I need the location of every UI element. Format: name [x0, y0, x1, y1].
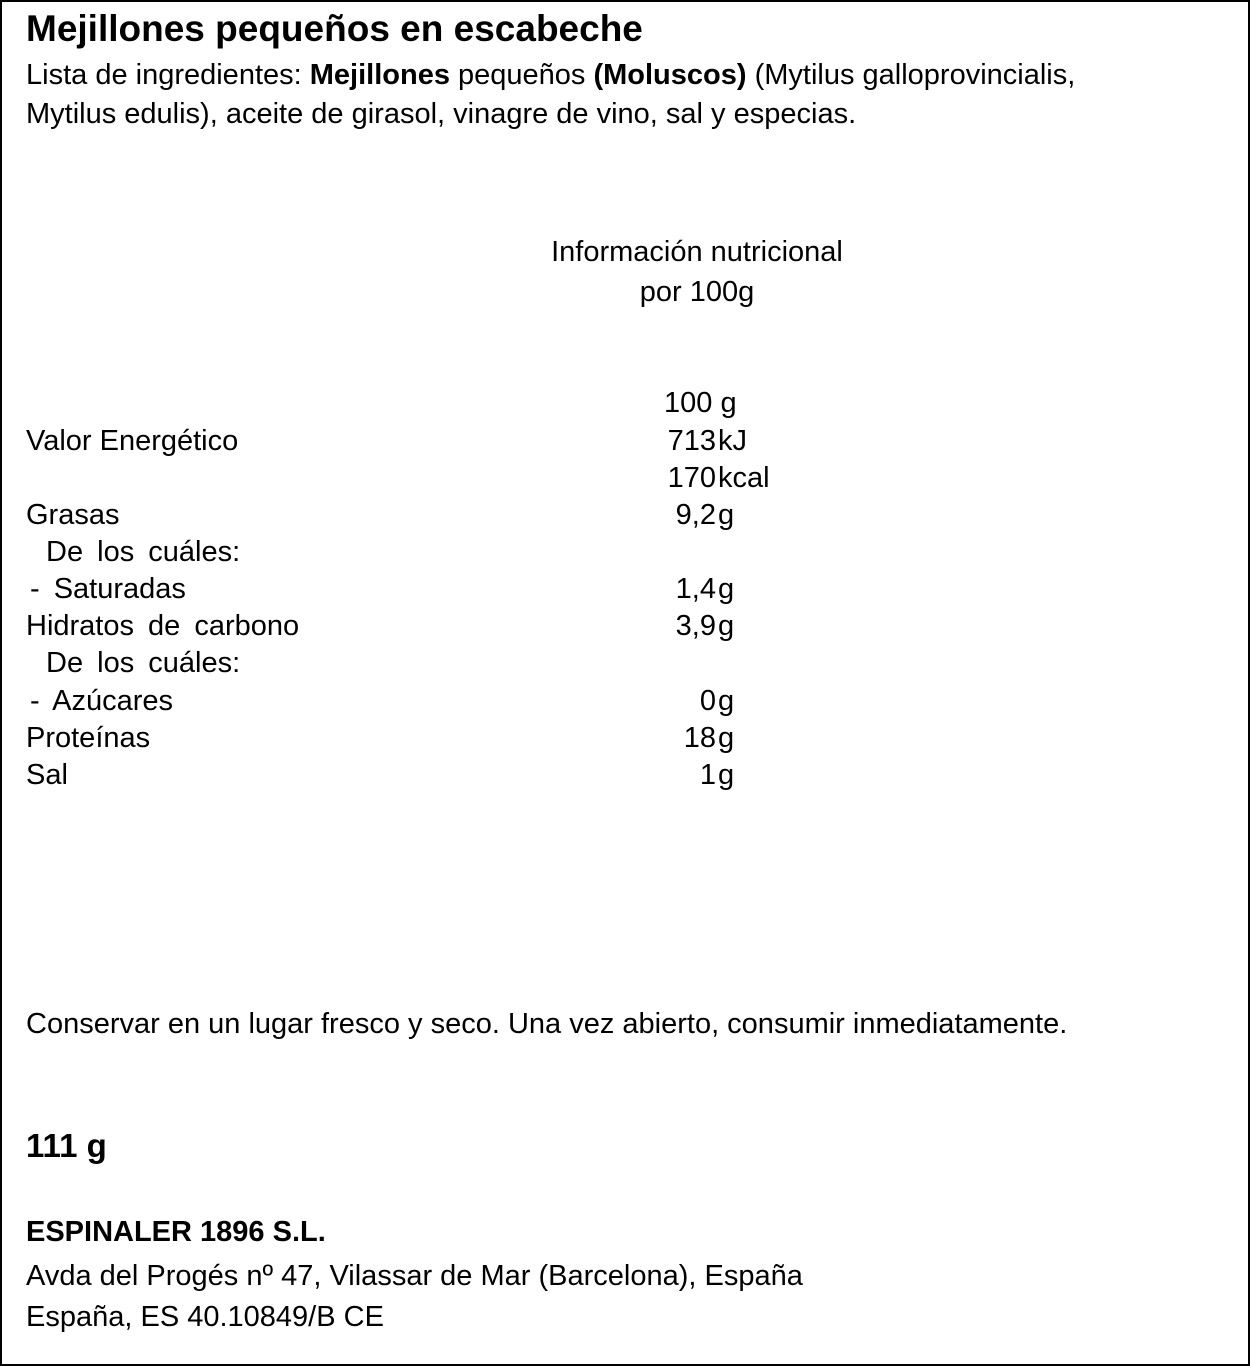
row-value-proteinas: 18 — [683, 722, 716, 754]
product-title: Mejillones pequeños en escabeche — [26, 8, 643, 49]
row-value-sal: 1 — [699, 759, 716, 791]
row-unit-saturadas: g — [718, 573, 735, 605]
nutrition-column-header: 100 g — [664, 387, 737, 419]
storage-instructions: Conservar en un lugar fresco y seco. Una vez abierto, consumir inmediatamente. — [26, 1008, 1068, 1040]
row-unit-grasas: g — [718, 499, 735, 531]
row-unit-proteinas: g — [718, 722, 735, 754]
ingredients-prefix: Lista de ingredientes: — [26, 59, 310, 91]
ingredients-text-2: (Mytilus galloprovincialis, Mytilus edulis), aceite de girasol, vinagre de vino, sal y especias. — [26, 59, 1076, 130]
row-label-saturadas: - Saturadas — [30, 573, 186, 605]
row-label-grasas: Grasas — [26, 499, 120, 531]
row-value-energia-kcal: 170 — [667, 462, 716, 494]
row-label-sal: Sal — [26, 759, 68, 791]
row-value-hidratos: 3,9 — [675, 610, 716, 642]
row-unit-energia-kcal: kcal — [718, 462, 770, 494]
company-address: Avda del Progés nº 47, Vilassar de Mar (Barcelona), España — [26, 1260, 803, 1292]
row-label-proteinas: Proteínas — [26, 722, 151, 754]
row-unit-energia-kj: kJ — [718, 425, 747, 457]
ingredients-text-1: pequeños — [449, 59, 594, 91]
company-name: ESPINALER 1896 S.L. — [26, 1216, 326, 1248]
ingredients-bold-mejillones: Mejillones — [309, 59, 450, 91]
row-value-energia-kj: 713 — [667, 425, 716, 457]
nutrition-heading: Información nutricional — [551, 236, 843, 268]
row-value-grasas: 9,2 — [675, 499, 716, 531]
nutrition-subheading: por 100g — [639, 276, 755, 308]
row-unit-azucares: g — [718, 685, 735, 717]
row-label-energia: Valor Energético — [26, 425, 239, 457]
row-label-hidratos: Hidratos de carbono — [26, 610, 300, 642]
row-unit-hidratos: g — [718, 610, 735, 642]
row-unit-sal: g — [718, 759, 735, 791]
row-value-azucares: 0 — [699, 685, 716, 717]
row-label-de-los-cuales-1: De los cuáles: — [46, 536, 241, 568]
ingredients-list — [26, 56, 1156, 133]
ingredients-bold-moluscos: (Moluscos) — [593, 59, 747, 91]
company-registry: España, ES 40.10849/B CE — [26, 1301, 384, 1333]
row-label-azucares: - Azúcares — [30, 685, 173, 717]
net-weight: 111 g — [26, 1127, 107, 1164]
row-label-de-los-cuales-2: De los cuáles: — [46, 647, 241, 679]
row-value-saturadas: 1,4 — [675, 573, 716, 605]
